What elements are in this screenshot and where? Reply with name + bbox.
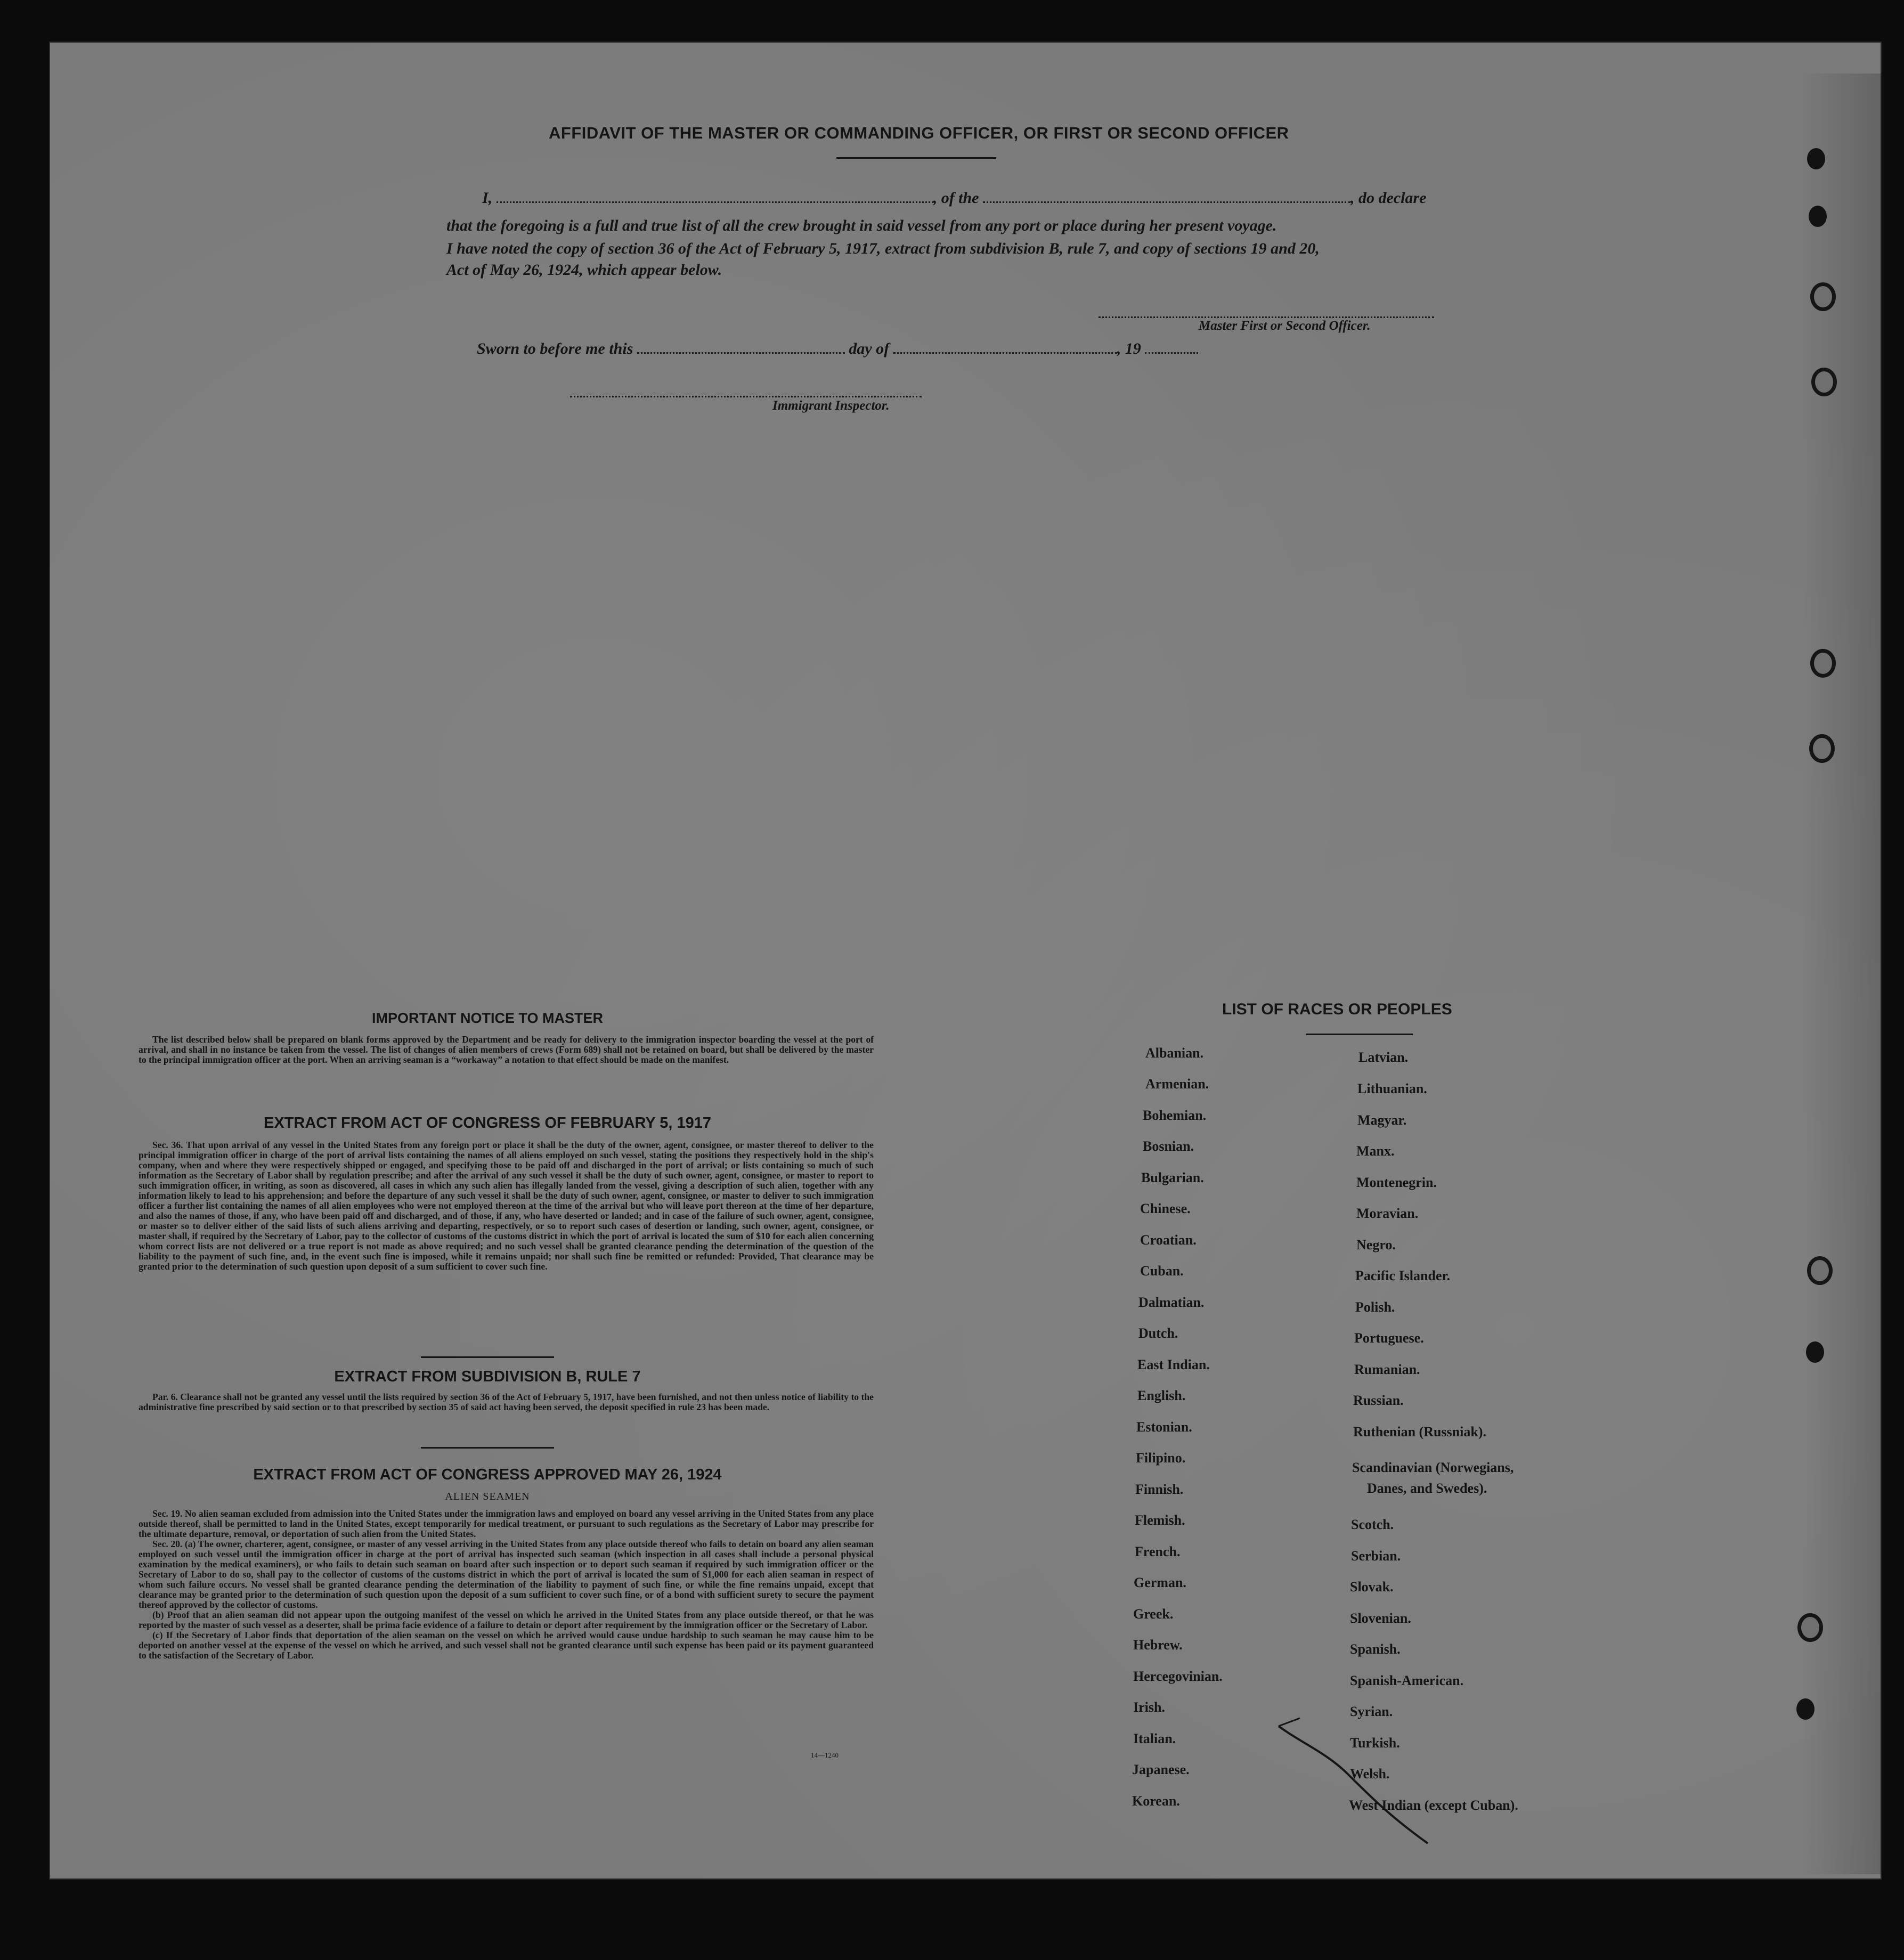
punch-hole bbox=[1796, 1698, 1815, 1720]
race-item: Welsh. bbox=[1350, 1766, 1390, 1782]
pen-mark bbox=[1268, 1710, 1438, 1849]
race-item: Albanian. bbox=[1145, 1045, 1204, 1061]
punch-hole bbox=[1810, 649, 1836, 678]
race-item: Flemish. bbox=[1135, 1512, 1185, 1528]
sworn-date-field[interactable] bbox=[637, 343, 845, 354]
race-item: Ruthenian (Russniak). bbox=[1353, 1424, 1486, 1439]
sworn-month-field[interactable] bbox=[893, 343, 1117, 354]
race-item: Hercegovinian. bbox=[1133, 1669, 1223, 1684]
race-item: Magyar. bbox=[1357, 1112, 1407, 1128]
punch-hole bbox=[1806, 1341, 1824, 1363]
race-item: Scandinavian (Norwegians, bbox=[1352, 1460, 1514, 1475]
punch-hole bbox=[1809, 206, 1827, 227]
rule7-title: EXTRACT FROM SUBDIVISION B, RULE 7 bbox=[334, 1368, 641, 1385]
race-item: Pacific Islander. bbox=[1355, 1268, 1451, 1283]
race-item: French. bbox=[1135, 1544, 1181, 1559]
affidavit-line1-start: I, bbox=[482, 189, 493, 207]
vessel-name-field[interactable] bbox=[983, 192, 1350, 203]
sworn-year-field[interactable] bbox=[1145, 343, 1198, 354]
notice-title: IMPORTANT NOTICE TO MASTER bbox=[372, 1010, 603, 1026]
race-item: Russian. bbox=[1353, 1393, 1404, 1408]
race-item: Slovenian. bbox=[1350, 1611, 1411, 1626]
race-item: Finnish. bbox=[1135, 1482, 1184, 1497]
form-number: 14—1240 bbox=[811, 1751, 839, 1759]
inspector-signature-label: Immigrant Inspector. bbox=[772, 398, 890, 413]
inspector-signature-line[interactable] bbox=[570, 396, 922, 397]
sec20b-paragraph: (b) Proof that an alien seaman did not appear upon the outgoing manifest of the vessel on which he arrived in the United States from any place outside thereof, or that he was reported by the master of such vessel as a deserter, shall be prima facie evidence of a failure to detain or deport after requirement by the immigration officer or the Secretary of Labor. bbox=[139, 1609, 874, 1630]
page-edge-shadow bbox=[1802, 74, 1882, 1874]
affidavit-line4: Act of May 26, 1924, which appear below. bbox=[446, 261, 722, 279]
race-item: Bohemian. bbox=[1143, 1108, 1207, 1123]
master-signature-line[interactable] bbox=[1099, 316, 1434, 318]
race-item: Chinese. bbox=[1140, 1201, 1191, 1216]
punch-hole bbox=[1797, 1613, 1823, 1642]
affidavit-line3: I have noted the copy of section 36 of the Act of February 5, 1917, extract from subdivision B, rule 7, and copy of sections 19 and 20, bbox=[446, 240, 1320, 257]
affidavit-title: AFFIDAVIT OF THE MASTER OR COMMANDING OFFICER, OR FIRST OR SECOND OFFICER bbox=[549, 124, 1289, 142]
race-item: Polish. bbox=[1355, 1299, 1395, 1315]
race-item: Greek. bbox=[1133, 1606, 1174, 1622]
sworn-line bbox=[477, 340, 1198, 358]
race-item: Danes, and Swedes). bbox=[1367, 1481, 1487, 1496]
race-item: German. bbox=[1134, 1575, 1186, 1590]
race-item: Bosnian. bbox=[1143, 1138, 1194, 1154]
race-item: Croatian. bbox=[1140, 1232, 1197, 1248]
race-item: Japanese. bbox=[1132, 1762, 1190, 1777]
affidavit-line2: that the foregoing is a full and true list of all the crew brought in said vessel from any port or place during her present voyage. bbox=[446, 217, 1277, 234]
sworn-day-label: day of bbox=[849, 340, 890, 357]
race-item: Dutch. bbox=[1138, 1325, 1178, 1341]
rule7-text bbox=[139, 1392, 874, 1412]
race-item: West Indian (except Cuban). bbox=[1349, 1798, 1518, 1813]
par6-paragraph: Par. 6. Clearance shall not be granted any vessel until the lists required by section 36 of the Act of February 5, 1917, have been furnished, and not then unless notice of liability to the administrative fine prescribed by said section or to that prescribed by section 35 of said act having been served, the deposit specified in rule 23 has been made. bbox=[139, 1392, 874, 1412]
race-item: Serbian. bbox=[1351, 1548, 1401, 1564]
race-item: Scotch. bbox=[1351, 1517, 1394, 1532]
race-item: Spanish-American. bbox=[1350, 1673, 1464, 1688]
sec36-paragraph: Sec. 36. That upon arrival of any vessel in the United States from any foreign port or place it shall be the duty of the owner, agent, consignee, or master thereof to deliver to the principal immigration officer in charge of the port of arrival lists containing the names of all aliens employed on such vessel, stating the positions they respectively hold in the ship's company, when and where they were respectively shipped or engaged, and specifying those to be paid off and discharged in the port of arrival; or lists containing so much of such information as the Secretary of Labor shall by regulation prescribe; and after the arrival of any such vessel it shall be the duty of such owner, agent, consignee, or master to report to such immigration officer, in writing, as soon as discovered, all cases in which any such alien has illegally landed from the vessel, giving a description of such alien, together with any information likely to lead to his apprehension; and before the departure of any such vessel it shall be the duty of such owner, agent, consignee, or master to deliver to such immigration officer a further list containing the names of all alien employees who were not employed thereon at the time of the arrival but who will leave port thereon at the time of her departure, and also the names of those, if any, who have been paid off and discharged, and of those, if any, who have deserted or landed; and in case of the failure of such owner, agent, consignee, or master so to deliver either of the said lists of such aliens arriving and departing, respectively, or so to report such cases of desertion or landing, such owner, agent, consignee, or master shall, if required by the Secretary of Labor, pay to the collector of customs of the customs district in which the port of arrival is located the sum of $10 for each alien concerning whom correct lists are not delivered or a true report is not made as above required; and no such vessel shall be granted clearance pending the determination of the question of the liability to the payment of such fine, and, in the event such fine is imposed, while it remains unpaid; nor shall such fine be remitted or refunded: Provided, That clearance may be granted prior to the determination of such question upon deposit of a sum sufficient to cover such fine. bbox=[139, 1140, 874, 1272]
race-item: Negro. bbox=[1356, 1237, 1396, 1253]
race-item: Lithuanian. bbox=[1357, 1081, 1427, 1096]
race-item: Korean. bbox=[1132, 1793, 1180, 1809]
race-item: Montenegrin. bbox=[1356, 1175, 1437, 1190]
sworn-year-label: , 19 bbox=[1117, 340, 1141, 357]
race-item: Dalmatian. bbox=[1138, 1295, 1205, 1310]
divider-rule bbox=[421, 1356, 554, 1358]
affidavit-line1-mid: , of the bbox=[933, 189, 979, 207]
race-item: Hebrew. bbox=[1133, 1637, 1183, 1653]
affidavit-declaration-line bbox=[482, 189, 1426, 207]
extract-1924-title: EXTRACT FROM ACT OF CONGRESS APPROVED MAY 26, 1924 bbox=[253, 1466, 722, 1483]
race-item: Rumanian. bbox=[1354, 1362, 1420, 1377]
race-item: Estonian. bbox=[1136, 1419, 1192, 1435]
race-item: East Indian. bbox=[1137, 1357, 1210, 1372]
master-name-field[interactable] bbox=[497, 192, 933, 203]
races-title: LIST OF RACES OR PEOPLES bbox=[1222, 1001, 1452, 1018]
master-signature-label: Master First or Second Officer. bbox=[1199, 319, 1371, 333]
punch-hole bbox=[1807, 148, 1825, 169]
race-item: Armenian. bbox=[1145, 1076, 1209, 1092]
notice-text bbox=[139, 1035, 874, 1065]
race-item: English. bbox=[1137, 1388, 1186, 1403]
sec20a-paragraph: Sec. 20. (a) The owner, charterer, agent, consignee, or master of any vessel arriving in the United States from any place outside thereof who fails to detain on board any alien seaman employed on such vessel until the immigration officer in charge at the port of arrival has inspected such seaman (which inspection in all cases shall include a personal physical examination by the medical examiners), or who fails to detain such seaman on board after such inspection or to deport such seaman if required by such immigration officer or the Secretary of Labor to do so, shall pay to the collector of customs of the customs district in which the port of arrival is located the sum of $1,000 for each alien seaman in respect of whom such failure occurs. No vessel shall be granted clearance pending the determination of the liability to payment of such fine, or while the fine remains unpaid, except that clearance may be granted prior to the determination of such question upon the deposit of a sum sufficient to cover such fine, or of a bond with sufficient surety to secure the payment thereof approved by the collector of customs. bbox=[139, 1539, 874, 1610]
race-item: Latvian. bbox=[1358, 1050, 1409, 1065]
race-item: Cuban. bbox=[1140, 1263, 1184, 1279]
extract-1917-text bbox=[139, 1140, 874, 1272]
sec19-paragraph: Sec. 19. No alien seaman excluded from admission into the United States under the immigration laws and employed on board any vessel arriving in the United States from any place outside thereof, shall be permitted to land in the United States, except temporarily for medical treatment, or pursuant to such regulations as the Secretary of Labor may prescribe for the ultimate departure, removal, or deportation of such alien from the United States. bbox=[139, 1508, 874, 1539]
race-item: Irish. bbox=[1133, 1699, 1165, 1715]
alien-seamen-subtitle: ALIEN SEAMEN bbox=[445, 1491, 530, 1502]
race-item: Bulgarian. bbox=[1141, 1170, 1204, 1185]
race-item: Manx. bbox=[1356, 1143, 1395, 1159]
notice-paragraph: The list described below shall be prepared on blank forms approved by the Department and be ready for delivery to the immigration inspector boarding the vessel at the port of arrival, and shall in no instance be taken from the vessel. The list of changes of alien members of crews (Form 689) shall not be retained on board, but shall be delivered by the master to the principal immigration officer at the port. When an arriving seaman is a “workaway” a notation to that effect should be made on the manifest. bbox=[139, 1034, 874, 1065]
punch-hole bbox=[1809, 734, 1835, 763]
punch-hole bbox=[1807, 1256, 1833, 1285]
title-divider bbox=[836, 157, 996, 159]
extract-1917-title: EXTRACT FROM ACT OF CONGRESS OF FEBRUARY 5, 1917 bbox=[263, 1115, 712, 1132]
race-item: Moravian. bbox=[1356, 1206, 1419, 1221]
punch-hole bbox=[1811, 368, 1837, 396]
race-item: Slovak. bbox=[1350, 1579, 1394, 1595]
extract-1924-text bbox=[139, 1509, 874, 1661]
sworn-label: Sworn to before me this bbox=[477, 340, 633, 357]
race-item: Italian. bbox=[1133, 1731, 1176, 1746]
punch-hole bbox=[1810, 282, 1836, 311]
affidavit-line1-end: , do declare bbox=[1350, 189, 1427, 207]
race-item: Syrian. bbox=[1350, 1704, 1393, 1719]
races-divider bbox=[1306, 1034, 1413, 1035]
race-item: Filipino. bbox=[1136, 1450, 1186, 1466]
race-item: Spanish. bbox=[1350, 1641, 1401, 1657]
sec20c-paragraph: (c) If the Secretary of Labor finds that deportation of the alien seaman on the vessel on which he arrived would cause undue hardship to such seaman he may cause him to be deported on another vessel at the expense of the vessel on which he arrived, and such vessel shall not be granted clearance until such expense has been paid or its payment guaranteed to the satisfaction of the Secretary of Labor. bbox=[139, 1630, 874, 1661]
divider-rule bbox=[421, 1447, 554, 1449]
race-item: Portuguese. bbox=[1354, 1330, 1424, 1346]
race-item: Turkish. bbox=[1350, 1735, 1400, 1751]
